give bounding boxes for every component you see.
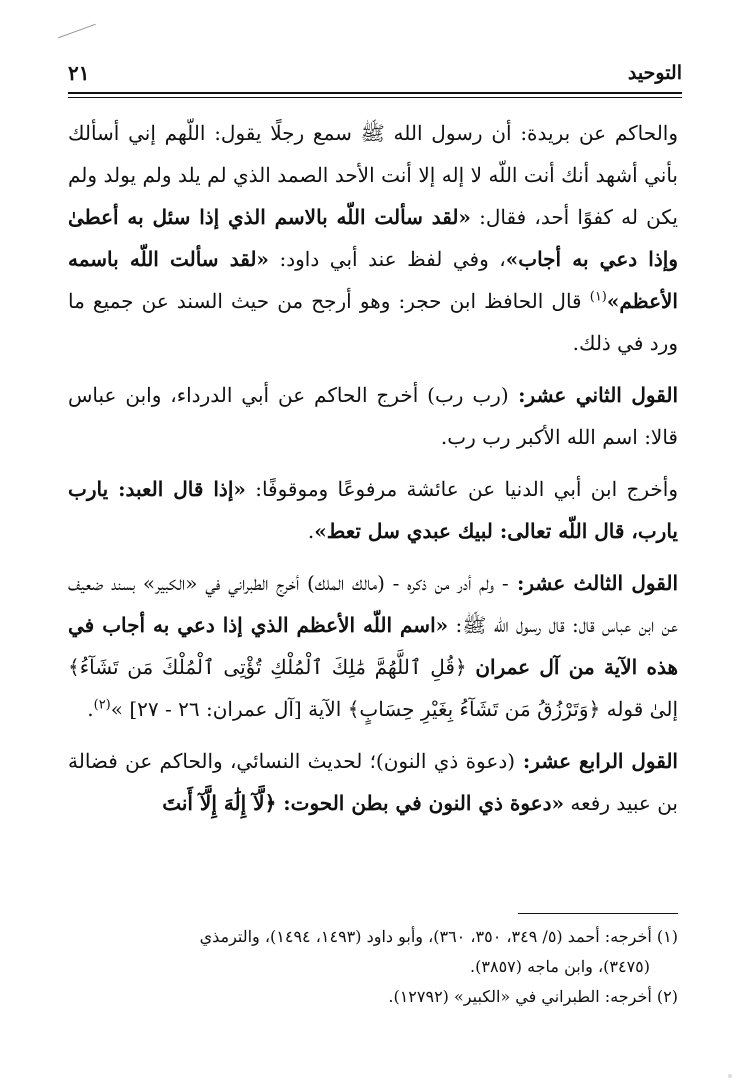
bold-text: القول الرابع عشر: <box>515 749 678 773</box>
chapter-title: التوحيد <box>627 62 682 84</box>
footnote-ref[interactable]: (٢) <box>93 697 111 713</box>
text-segment: ، وفي لفظ عند أبي داود: <box>268 247 506 271</box>
text-segment: والحاكم عن بريدة: أن رسول الله ﷺ سمع رجلًا يقول: اللّهم إني أسألك بأني أشهد أنك أنت اللّه لا إله إلا أنت الأحد الصمد الذي لم يلد ولم يولد ولم يكن له كفوًا أحد، فقال: <box>68 121 678 229</box>
bold-text: «إذا قال العبد: يارب يارب، قال اللّه تعالى: لبيك عبدي سل تعط» <box>68 477 678 543</box>
bold-text: القول الثاني عشر: <box>508 383 678 407</box>
text-segment: (رب رب) أخرج الحاكم عن أبي الدرداء، وابن عباس قالا: اسم الله الأكبر رب رب. <box>68 383 678 449</box>
running-header <box>68 58 682 88</box>
footnotes <box>68 922 678 1012</box>
paragraph <box>68 740 678 824</box>
bold-text: القول الثالث عشر: <box>508 571 678 595</box>
scan-speck <box>728 1074 732 1078</box>
footnote-ref[interactable]: (١) <box>589 289 607 305</box>
text-segment: (دعوة ذي النون)؛ لحديث النسائي، والحاكم عن فضالة بن عبيد رفعه <box>68 749 678 815</box>
paragraph <box>68 374 678 458</box>
footnote-line: (١) أخرجه: أحمد (٥/ ٣٤٩، ٣٥٠، ٣٦٠)، وأبو داود (١٤٩٣، ١٤٩٤)، والترمذي <box>199 927 678 946</box>
footnote-line: (٢) أخرجه: الطبراني في «الكبير» (١٢٧٩٢). <box>388 987 678 1006</box>
page-corner-mark <box>58 24 102 56</box>
bold-text: «لقد سألت اللّه بالاسم الذي إذا سئل به أعطىٰ وإذا دعي به أجاب» <box>68 205 678 271</box>
paragraph <box>68 562 678 730</box>
bold-text: «اسم اللّه الأعظم الذي إذا دعي به أجاب في هذه الآية من آل عمران <box>68 613 678 679</box>
bold-text: «لقد سألت اللّه باسمه الأعظم» <box>68 247 678 313</box>
footnote-separator <box>518 913 678 914</box>
text-segment: - ولم أدر من ذكره - (مالك الملك) أخرج الطبراني في «الكبير» بسند ضعيف عن ابن عباس قال: قال رسول اللّه ﷺ: <box>68 571 678 637</box>
footnote-line: (٣٤٧٥)، وابن ماجه (٣٨٥٧). <box>470 957 650 976</box>
text-segment: ﴿قُلِ ٱللَّهُمَّ مَٰلِكَ ٱلْمُلْكِ تُؤْتِى ٱلْمُلْكَ مَن تَشَآءُ﴾ إلىٰ قوله ﴿وَتَرْزُقُ مَن تَشَآءُ بِغَيْرِ حِسَابٍ﴾ الآية [آل عمران: ٢٦ - ٢٧] » <box>68 655 678 721</box>
paragraph <box>68 468 678 552</box>
text-segment: . <box>87 697 94 721</box>
header-rule-thin <box>68 97 682 98</box>
header-rule-thick <box>68 92 682 94</box>
main-text <box>68 112 678 834</box>
bold-text: «دعوة ذي النون في بطن الحوت: ﴿لَّآ إِلَٰهَ إِلَّآ أَنتَ <box>162 791 565 815</box>
page-number: ٢١ <box>68 61 90 85</box>
text-segment: وأخرج ابن أبي الدنيا عن عائشة مرفوعًا وموقوفًا: <box>245 477 678 501</box>
text-segment: قال الحافظ ابن حجر: وهو أرجح من حيث السند عن جميع ما ورد في ذلك. <box>68 289 678 355</box>
text-segment: . <box>307 519 315 543</box>
paragraph <box>68 112 678 364</box>
